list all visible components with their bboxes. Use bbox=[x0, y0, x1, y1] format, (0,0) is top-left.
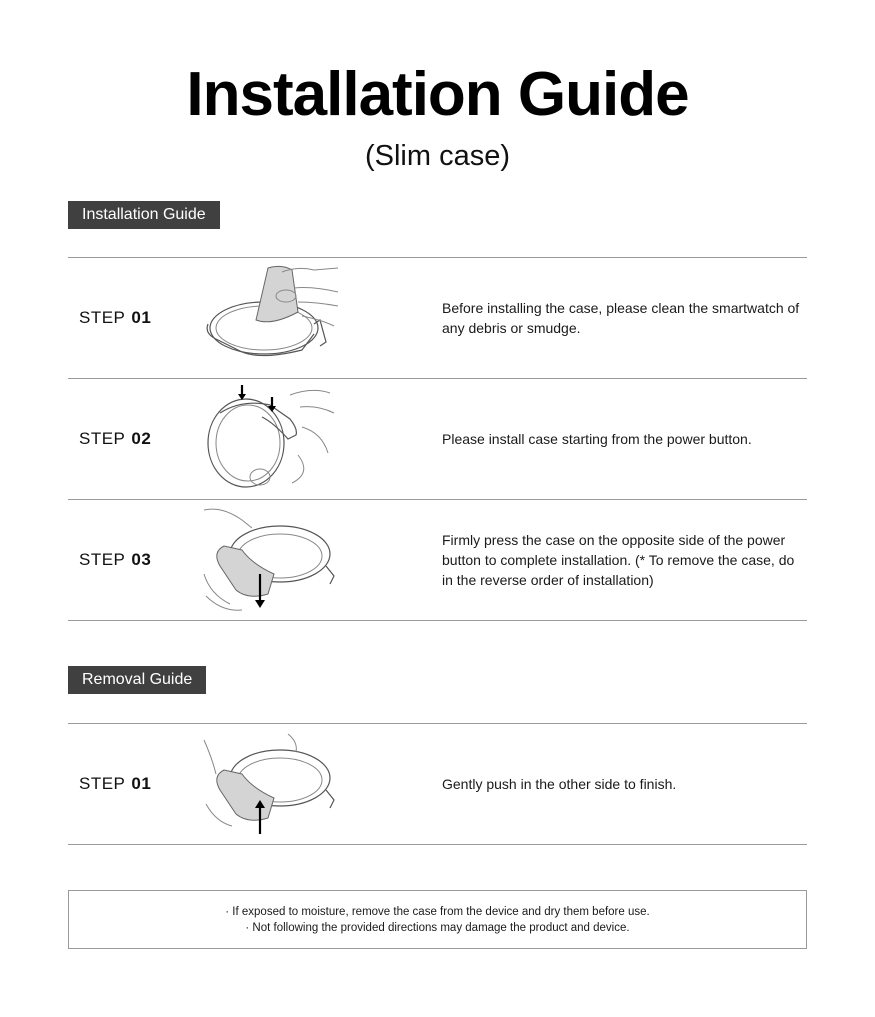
notice-line: · If exposed to moisture, remove the case from the device and dry them before use. bbox=[225, 906, 650, 918]
press-case-opposite-side-illustration bbox=[202, 504, 342, 616]
installation-step-3 bbox=[68, 500, 807, 620]
step-number: 03 bbox=[131, 550, 152, 569]
wiping-watch-screen-illustration bbox=[202, 262, 342, 374]
installation-step-1 bbox=[68, 258, 807, 378]
step-label: STEP 01 bbox=[79, 774, 152, 793]
installation-guide-badge: Installation Guide bbox=[68, 201, 220, 229]
removal-step-1 bbox=[68, 724, 807, 844]
notice-box bbox=[68, 890, 807, 949]
step-number: 01 bbox=[131, 308, 152, 327]
step-description: Please install case starting from the power button. bbox=[442, 431, 752, 447]
push-case-off-illustration bbox=[202, 728, 342, 840]
step-label: STEP 02 bbox=[79, 429, 152, 448]
step-number: 01 bbox=[131, 774, 152, 793]
installation-step-2 bbox=[68, 379, 807, 499]
attach-case-power-button-illustration bbox=[202, 383, 342, 495]
divider bbox=[68, 620, 807, 621]
step-description: Gently push in the other side to finish. bbox=[442, 776, 677, 792]
page-subtitle: (Slim case) bbox=[364, 140, 510, 172]
step-label: STEP 01 bbox=[79, 308, 152, 327]
removal-guide-badge: Removal Guide bbox=[68, 666, 206, 694]
step-description: Firmly press the case on the opposite side of the power button to complete installation. (* To remove the case, do in the reverse order of installation) bbox=[442, 532, 795, 588]
step-number: 02 bbox=[131, 429, 152, 448]
page-title: Installation Guide bbox=[186, 60, 689, 129]
step-label: STEP 03 bbox=[79, 550, 152, 569]
divider bbox=[68, 844, 807, 845]
notice-line: · Not following the provided directions may damage the product and device. bbox=[245, 922, 630, 934]
step-description: Before installing the case, please clean the smartwatch of any debris or smudge. bbox=[442, 300, 800, 336]
